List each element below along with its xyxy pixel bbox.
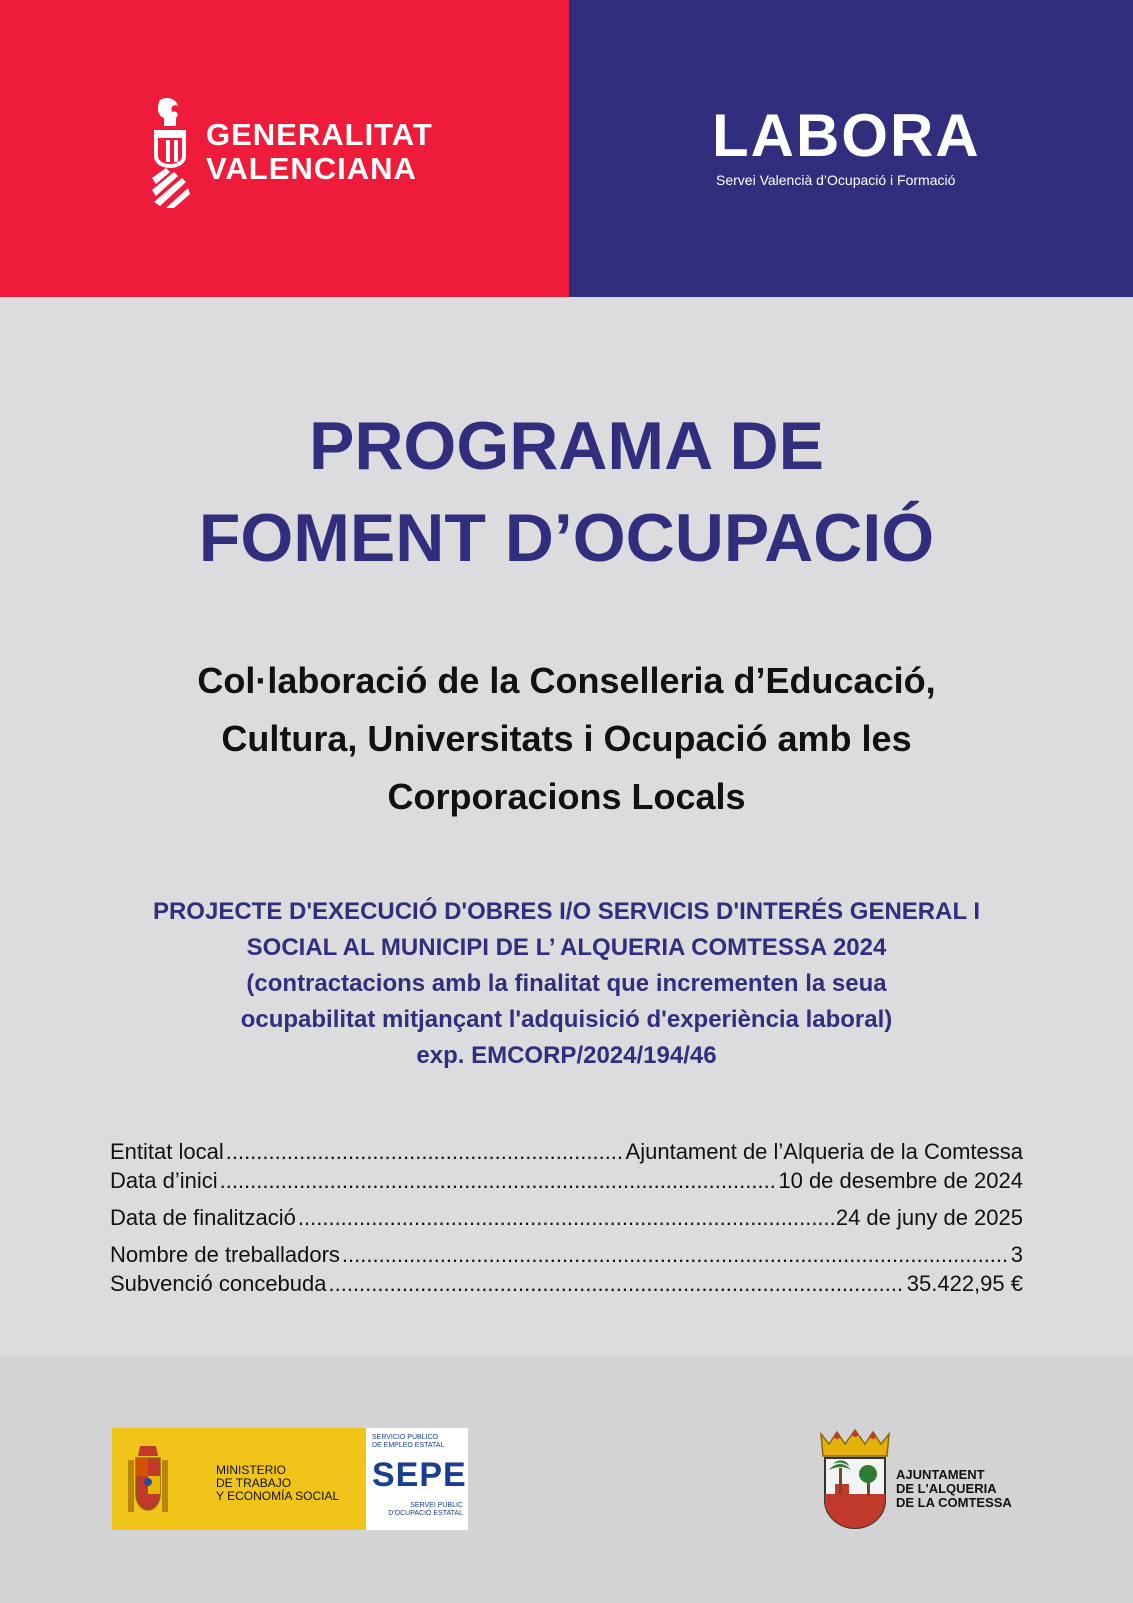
page-title: PROGRAMA DE FOMENT D’OCUPACIÓ [198,408,935,576]
collaboration-subtitle: Col·laboració de la Conselleria d’Educació, Cultura, Universitats i Ocupació amb les Corporacions Locals [197,660,936,817]
file-number: exp. EMCORP/2024/194/46 [416,1042,717,1069]
detail-row-start-date: Data d’inici ..... 10 de desembre de 2024 [110,1165,1023,1194]
generalitat-emblem-icon [146,96,194,210]
sepe-top-text: SERVICIO PÚBLICO DE EMPLEO ESTATAL [372,1434,445,1449]
project-description: PROJECTE D'EXECUCIÓ D'OBRES I/O SERVICIS D'INTERÉS GENERAL I SOCIAL AL MUNICIPI DE L’ ALQUERIA COMTESSA 2024 (contractacions amb la finalitat que incrementen la seua ocupabilitat mitjançant l'adquisició d'experiència laboral) exp. EMCORP/2024/194/46 [0,894,1133,1074]
ministry-name: MINISTERIO DE TRABAJO Y ECONOMÍA SOCIAL [216,1463,340,1503]
generalitat-logo-text: GENERALITAT VALENCIANA [206,117,433,186]
labora-subtitle: Servei Valencià d’Ocupació i Formació [716,172,956,188]
header-banner [0,0,1133,297]
labora-logo: LABORA [712,102,981,169]
sepe-wordmark: SEPE [372,1456,467,1494]
ajuntament-coat-of-arms-icon [815,1428,895,1532]
spain-coat-of-arms-icon [126,1440,170,1520]
detail-row-subsidy: Subvenció concebuda ..... 35.422,95 € [110,1268,1023,1297]
sepe-bottom-text: SERVEI PÚBLIC D'OCUPACIÓ ESTATAL [388,1502,463,1517]
ajuntament-name: AJUNTAMENT DE L'ALQUERIA DE LA COMTESSA [896,1467,1012,1510]
detail-row-workers: Nombre de treballadors ..... 3 [110,1239,1023,1268]
detail-row-end-date: Data de finalització ..... 24 de juny de 2025 [110,1202,1023,1231]
detail-row-entity: Entitat local ..... Ajuntament de l’Alqueria de la Comtessa [110,1136,1023,1165]
project-details [110,1136,1023,1297]
